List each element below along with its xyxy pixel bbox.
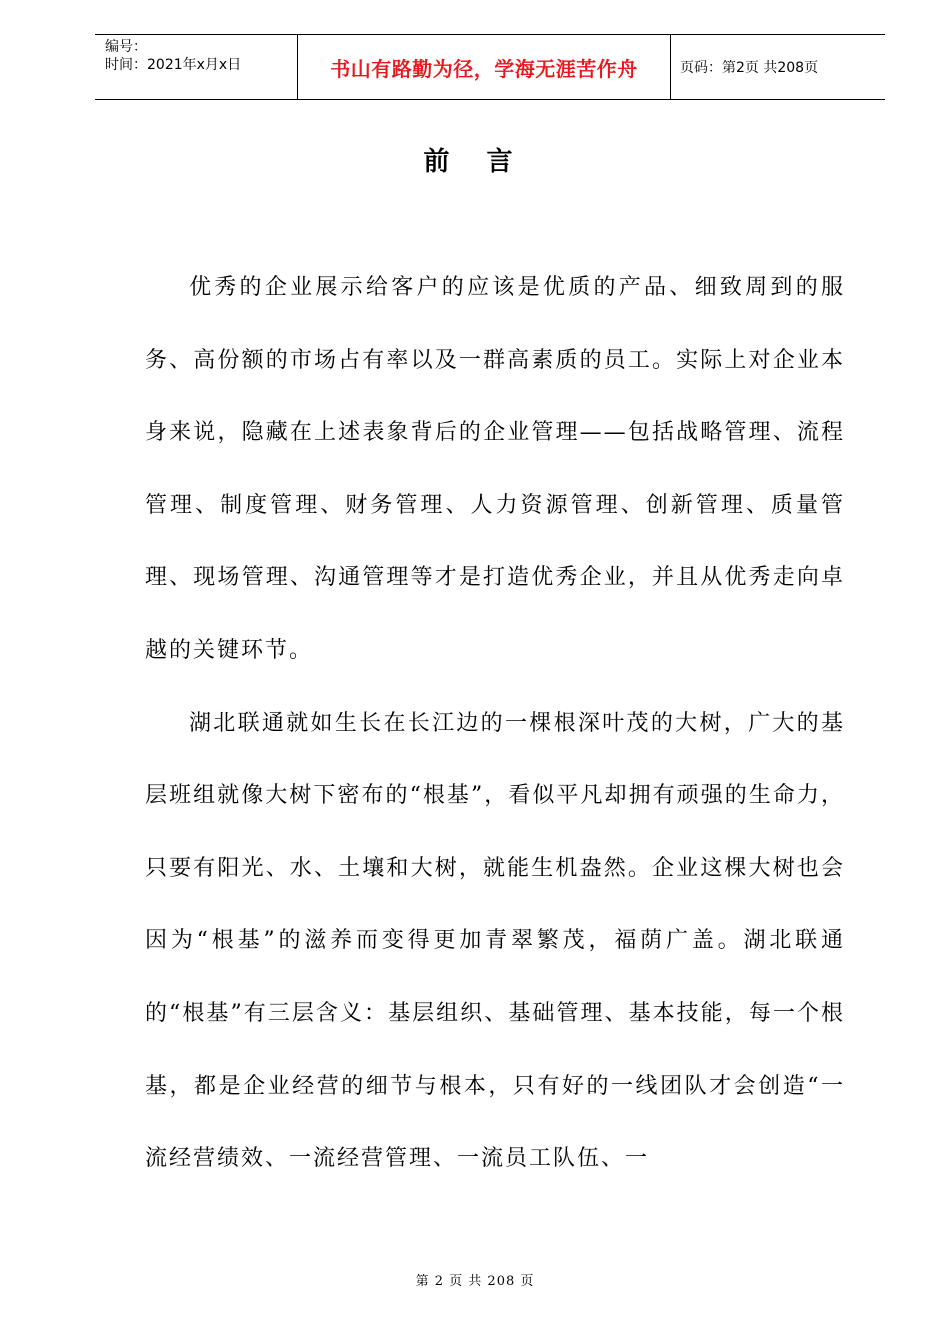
header-motto: 书山有路勤为径，学海无涯苦作舟: [330, 56, 638, 81]
paragraph: 优秀的企业展示给客户的应该是优质的产品、细致周到的服务、高份额的市场占有率以及一群高素质的员工。实际上对企业本身来说，隐藏在上述表象背后的企业管理——包括战略管理、流程管理、制度管理、财务管理、人力资源管理、创新管理、质量管理、现场管理、沟通管理等才是打造优秀企业，并且从优秀走向卓越的关键环节。: [145, 275, 845, 663]
header-page-info: 页码：第2页 共208页: [680, 60, 819, 76]
paragraph: 湖北联通就如生长在长江边的一棵根深叶茂的大树，广大的基层班组就像大树下密布的“根基”，看似平凡却拥有顽强的生命力，只要有阳光、水、土壤和大树，就能生机盎然。企业这棵大树也会因为“根基”的滋养而变得更加青翠繁茂，福荫广盖。湖北联通的“根基”有三层含义：基层组织、基础管理、基本技能，每一个根基，都是企业经营的细节与根本，只有好的一线团队才会创造“一流经营绩效、一流经营管理、一流员工队伍、一: [145, 710, 845, 1172]
number-label: 编号：: [105, 39, 147, 55]
page-title: 前 言: [423, 147, 527, 177]
page-footer: 第 2 页 共 208 页: [415, 1274, 535, 1289]
header-divider: [670, 35, 671, 99]
document-header: [95, 34, 885, 100]
header-meta: [95, 35, 297, 99]
document-body: [145, 252, 845, 1196]
time-label: 时间：2021年x月x日: [105, 57, 242, 73]
